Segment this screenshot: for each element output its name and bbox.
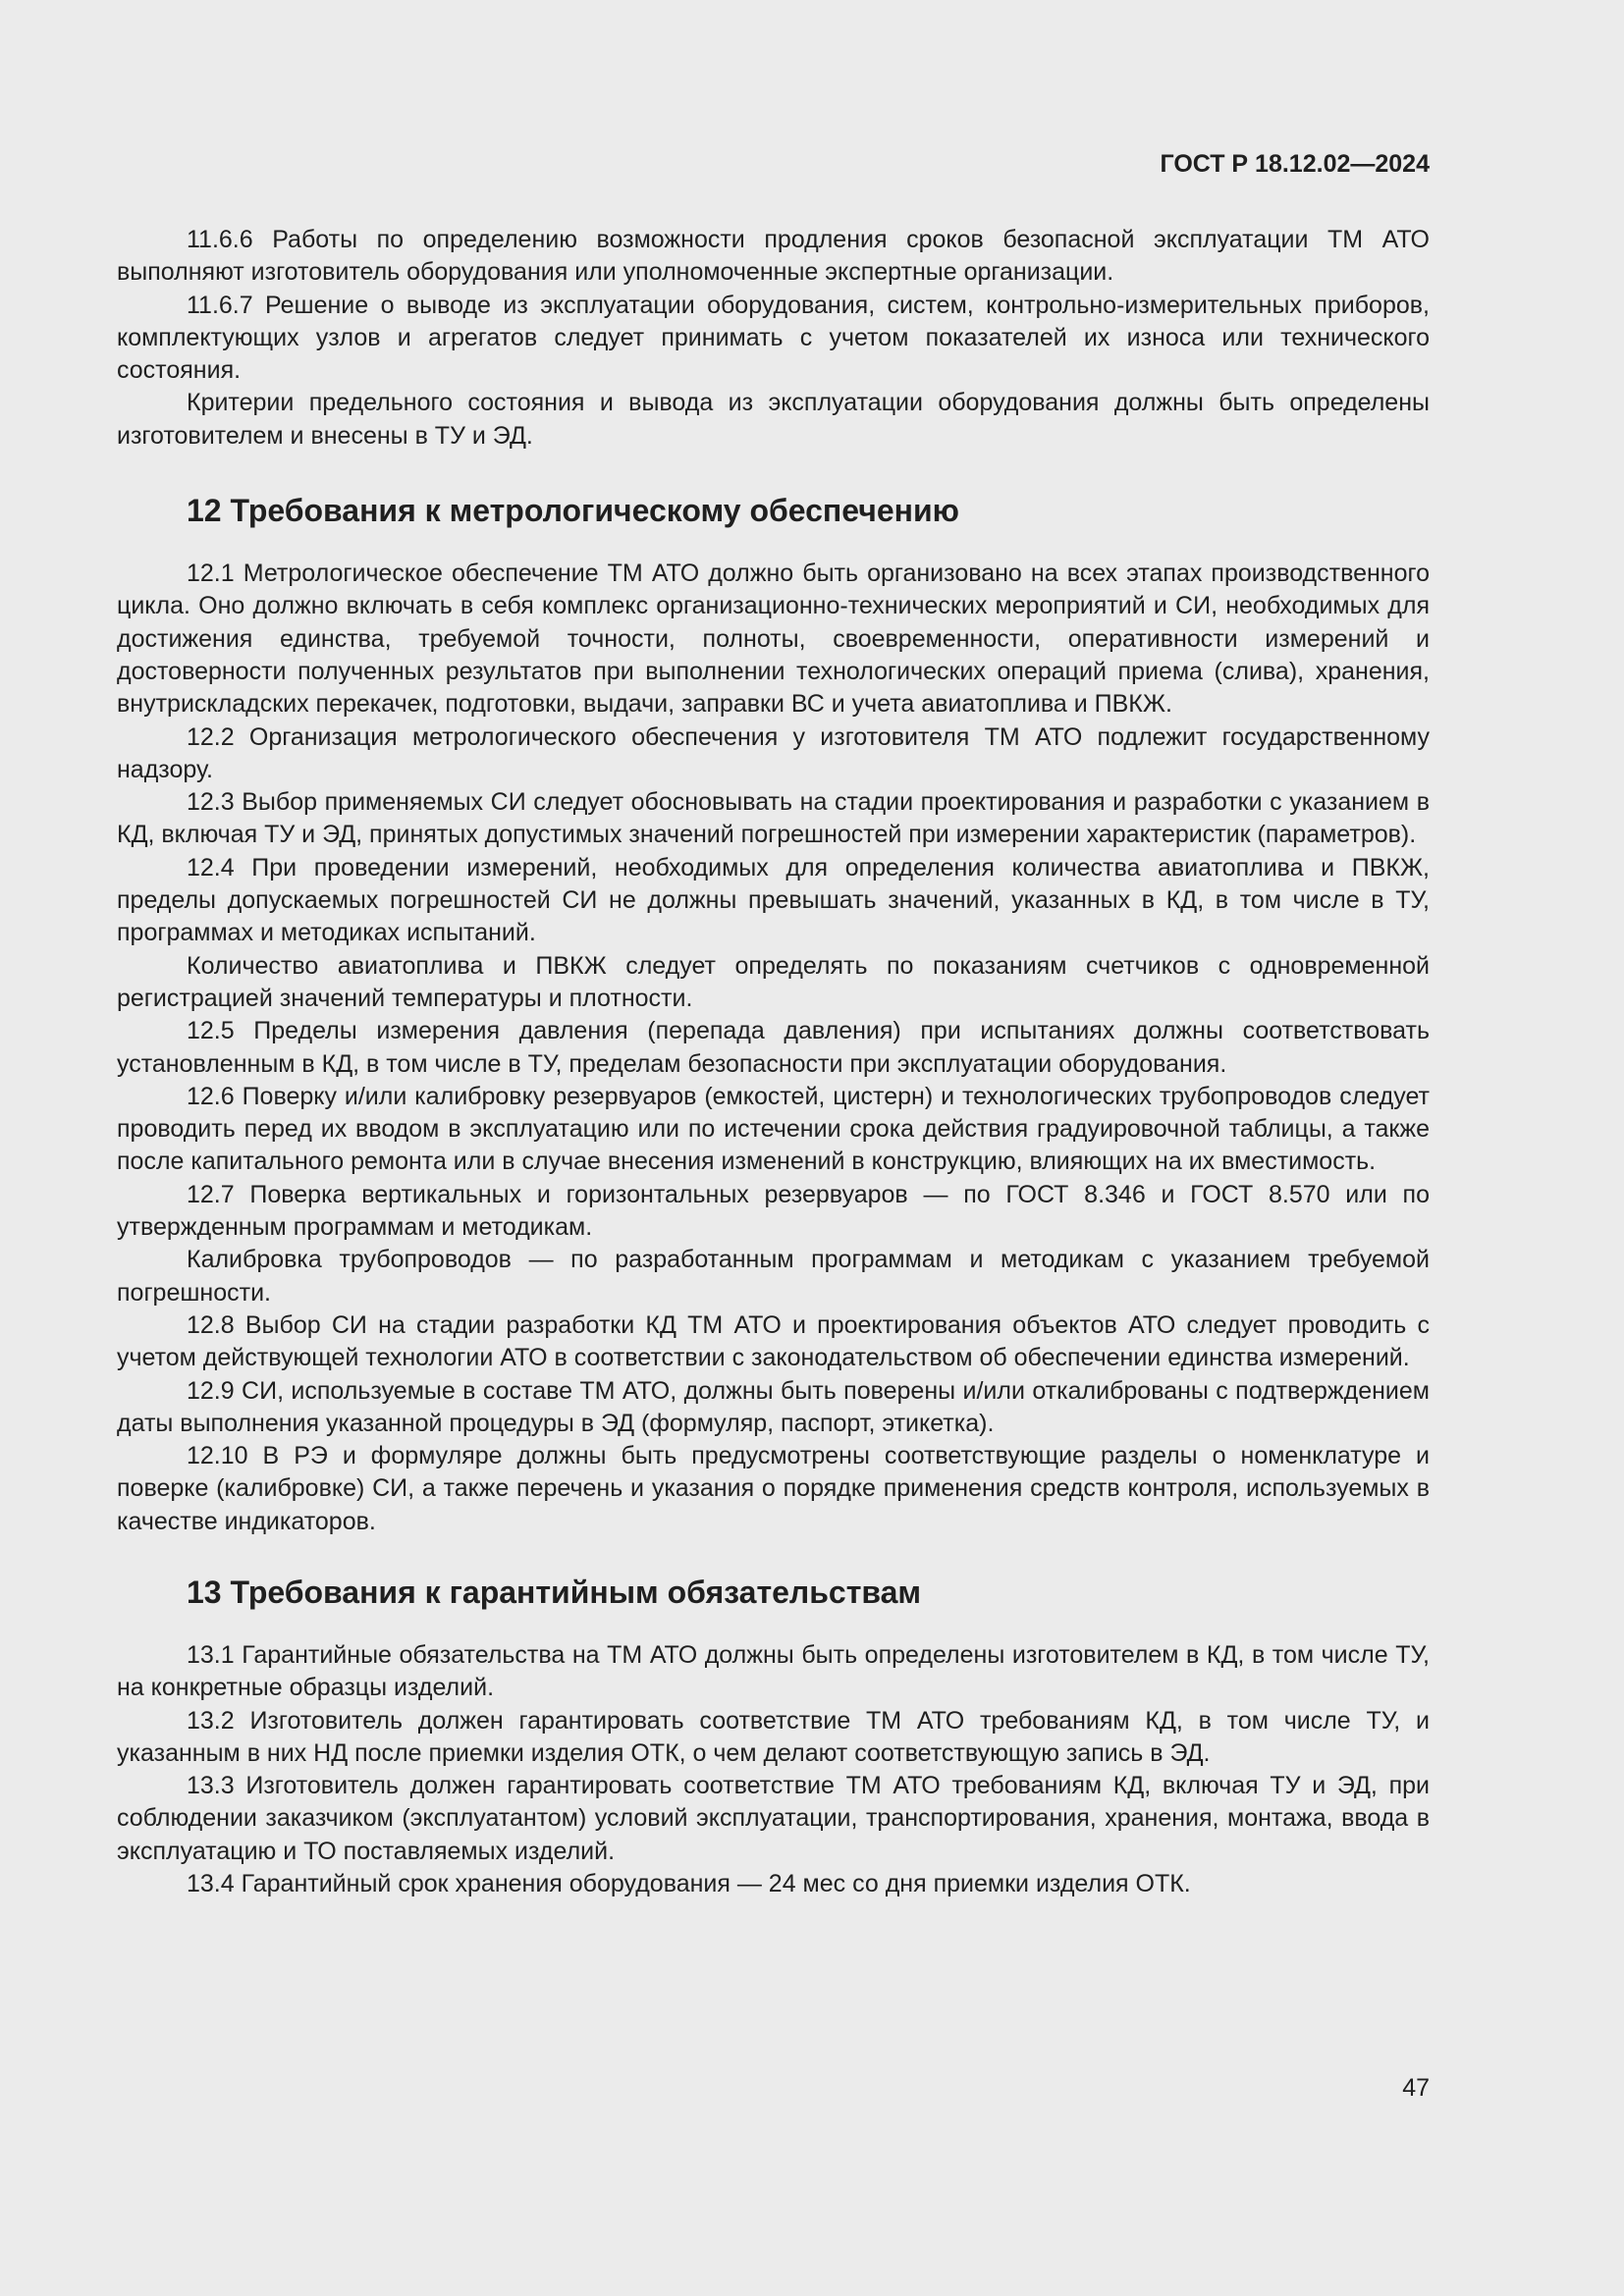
paragraph-12-8: 12.8 Выбор СИ на стадии разработки КД ТМ АТО и проектирования объектов АТО следует проводить с учетом действующей технологии АТО в соответствии с законодательством об обеспечении единства измерений. [117, 1310, 1430, 1372]
paragraph-12-2: 12.2 Организация метрологического обеспечения у изготовителя ТМ АТО подлежит государственному надзору. [117, 722, 1430, 783]
paragraph-12-4: 12.4 При проведении измерений, необходимых для определения количества авиатоплива и ПВКЖ, пределы допускаемых погрешностей СИ не должны превышать значений, указанных в КД, в том числе в ТУ, программах и методиках испытаний. [117, 853, 1430, 947]
paragraph-12-7-calibration: Калибровка трубопроводов — по разработанным программам и методикам с указанием требуемой погрешности. [117, 1246, 1430, 1307]
paragraph-11-6-7: 11.6.7 Решение о выводе из эксплуатации оборудования, систем, контрольно-измерительных приборов, комплектующих узлов и агрегатов следует принимать с учетом показателей их износа или технического состояния. [117, 291, 1430, 385]
paragraph-13-3: 13.3 Изготовитель должен гарантировать соответствие ТМ АТО требованиям КД, включая ТУ и ЭД, при соблюдении заказчиком (эксплуатантом) условий эксплуатации, транспортирования, хранения, монтажа, ввода в эксплуатацию и ТО поставляемых изделий. [117, 1772, 1430, 1865]
paragraph-criteria: Критерии предельного состояния и вывода из эксплуатации оборудования должны быть определены изготовителем и внесены в ТУ и ЭД. [117, 389, 1430, 450]
page-number: 47 [1402, 2074, 1430, 2102]
section-13-heading: 13 Требования к гарантийным обязательствам [187, 1574, 922, 1610]
paragraph-13-2: 13.2 Изготовитель должен гарантировать соответствие ТМ АТО требованиям КД, в том числе ТУ, и указанным в них НД после приемки изделия ОТК, о чем делают соответствующую запись в ЭД. [117, 1706, 1430, 1767]
paragraph-12-1: 12.1 Метрологическое обеспечение ТМ АТО должно быть организовано на всех этапах производственного цикла. Оно должно включать в себя комплекс организационно-технических мероприятий и СИ, необходимых для достижения единства, требуемой точности, полноты, своевременности, оперативности измерений и достоверности полученных результатов при выполнении технологических операций приема (слива), хранения, внутрискладских перекачек, подготовки, выдачи, заправки ВС и учета авиатоплива и ПВКЖ. [117, 560, 1430, 719]
document-body [117, 224, 1430, 1900]
paragraph-11-6-6: 11.6.6 Работы по определению возможности продления сроков безопасной эксплуатации ТМ АТО выполняют изготовитель оборудования или уполномоченные экспертные организации. [117, 226, 1430, 287]
paragraph-12-4-quantity: Количество авиатоплива и ПВКЖ следует определять по показаниям счетчиков с одновременной регистрацией значений температуры и плотности. [117, 951, 1430, 1012]
section-12-heading: 12 Требования к метрологическому обеспечению [187, 493, 959, 529]
paragraph-13-1: 13.1 Гарантийные обязательства на ТМ АТО должны быть определены изготовителем в КД, в том числе ТУ, на конкретные образцы изделий. [117, 1640, 1430, 1702]
paragraph-12-3: 12.3 Выбор применяемых СИ следует обосновывать на стадии проектирования и разработки с указанием в КД, включая ТУ и ЭД, принятых допустимых значений погрешностей при измерении характеристик (параметров). [117, 788, 1430, 849]
paragraph-12-6: 12.6 Поверку и/или калибровку резервуаров (емкостей, цистерн) и технологических трубопроводов следует проводить перед их вводом в эксплуатацию или по истечении срока действия градуировочной таблицы, а также после капитального ремонта или в случае внесения изменений в конструкцию, влияющих на их вместимость. [117, 1082, 1430, 1176]
document-page [117, 0, 1430, 2296]
document-code-header: ГОСТ Р 18.12.02—2024 [1160, 150, 1430, 178]
paragraph-12-5: 12.5 Пределы измерения давления (перепада давления) при испытаниях должны соответствовать установленным в КД, в том числе в ТУ, пределам безопасности при эксплуатации оборудования. [117, 1017, 1430, 1078]
paragraph-12-9: 12.9 СИ, используемые в составе ТМ АТО, должны быть поверены и/или откалиброваны с подтверждением даты выполнения указанной процедуры в ЭД (формуляр, паспорт, этикетка). [117, 1376, 1430, 1437]
paragraph-13-4: 13.4 Гарантийный срок хранения оборудования — 24 мес со дня приемки изделия ОТК. [187, 1870, 1191, 1898]
paragraph-12-7: 12.7 Поверка вертикальных и горизонтальных резервуаров — по ГОСТ 8.346 и ГОСТ 8.570 или по утвержденным программам и методикам. [117, 1180, 1430, 1242]
paragraph-12-10: 12.10 В РЭ и формуляре должны быть предусмотрены соответствующие разделы о номенклатуре и поверке (калибровке) СИ, а также перечень и указания о порядке применения средств контроля, используемых в качестве индикаторов. [117, 1442, 1430, 1535]
